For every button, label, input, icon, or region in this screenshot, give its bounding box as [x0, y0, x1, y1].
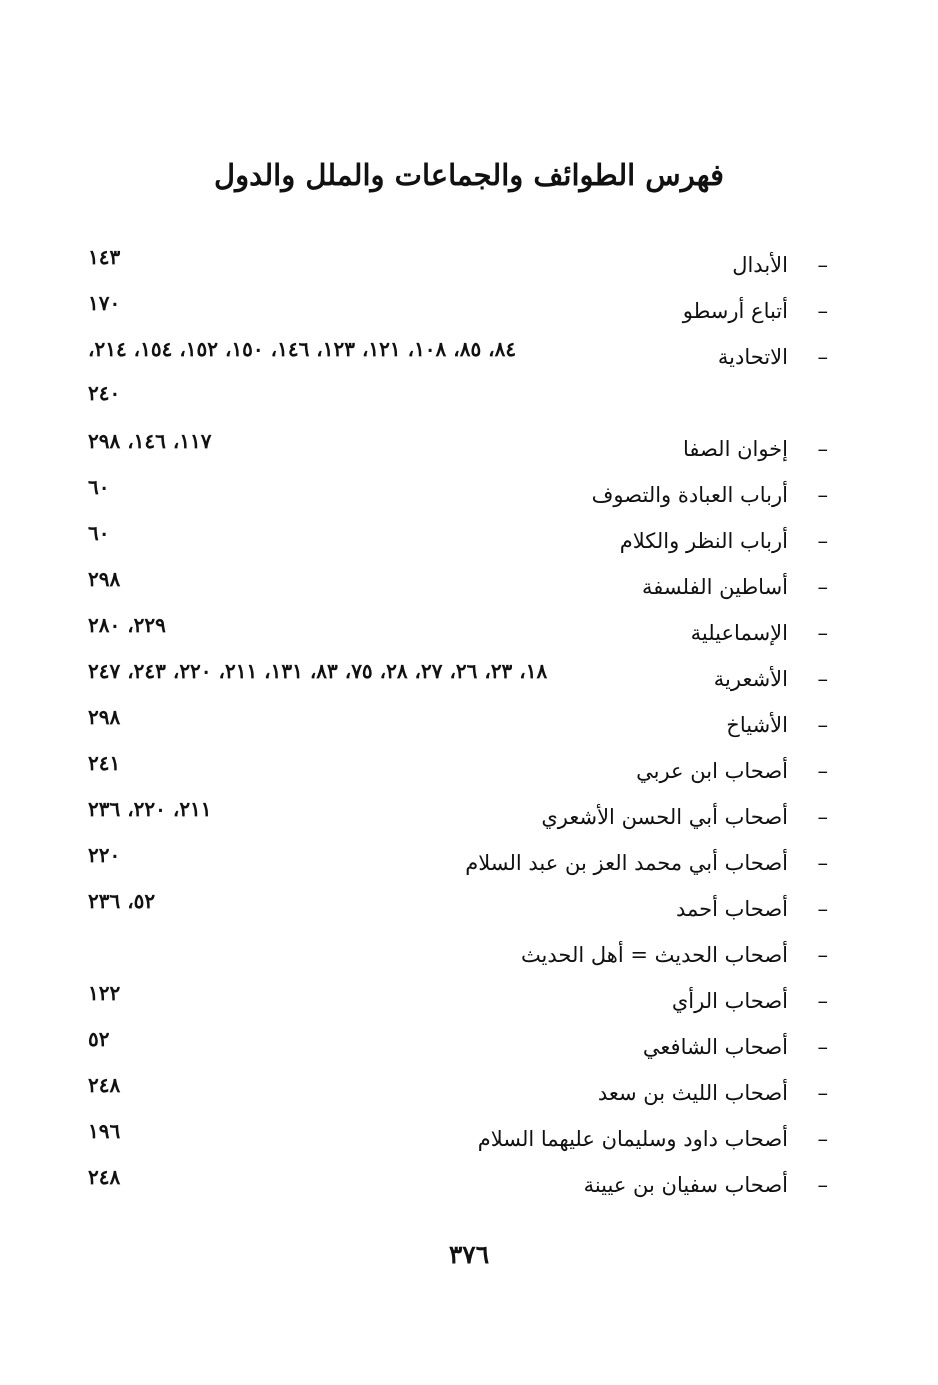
entry-dash: – — [817, 345, 828, 369]
entry-pages: ١٩٦ — [88, 1119, 121, 1143]
entry-term: أصحاب أبي محمد العز بن عبد السلام — [465, 851, 788, 875]
entry-pages: ٨٤، ٨٥، ١٠٨، ١٢١، ١٢٣، ١٤٦، ١٥٠، ١٥٢، ١٥٤، ٢١٤، — [88, 337, 517, 361]
entry-term: أصحاب أحمد — [675, 897, 788, 921]
entry-dash: – — [817, 1081, 828, 1105]
entry-term: أصحاب داود وسليمان عليهما السلام — [477, 1127, 788, 1151]
entry-dash: – — [817, 989, 828, 1013]
entry-dash: – — [817, 483, 828, 507]
entry-pages: ٢٤١ — [88, 751, 121, 775]
entry-term: أتباع أرسطو — [682, 299, 788, 323]
entry-term: أرباب النظر والكلام — [619, 529, 788, 553]
entry-term: أصحاب الحديث = أهل الحديث — [520, 943, 788, 967]
entry-dash: – — [817, 667, 828, 691]
entry-pages: ٢٢٩، ٢٨٠ — [88, 613, 166, 637]
entry-pages: ٦٠ — [88, 475, 110, 499]
entry-pages: ٢٩٨ — [88, 705, 121, 729]
entry-term: أصحاب الرأي — [671, 989, 788, 1013]
entry-dash: – — [817, 1127, 828, 1151]
entry-pages: ١٢٢ — [88, 981, 121, 1005]
entry-dash: – — [817, 805, 828, 829]
entry-pages: ١١٧، ١٤٦، ٢٩٨ — [88, 429, 212, 453]
entry-pages: ٢٩٨ — [88, 567, 121, 591]
entry-pages: ٢١١، ٢٢٠، ٢٣٦ — [88, 797, 212, 821]
entry-dash: – — [817, 621, 828, 645]
entry-dash: – — [817, 897, 828, 921]
entry-dash: – — [817, 253, 828, 277]
page-title: فهرس الطوائف والجماعات والملل والدول — [214, 158, 724, 192]
entry-term: أصحاب ابن عربي — [636, 759, 788, 783]
entry-dash: – — [817, 299, 828, 323]
entry-dash: – — [817, 1173, 828, 1197]
entry-pages: ٥٢ — [88, 1027, 110, 1051]
entry-pages: ١٨، ٢٣، ٢٦، ٢٧، ٢٨، ٧٥، ٨٣، ١٣١، ٢١١، ٢٢٠، ٢٤٣، ٢٤٧ — [88, 659, 548, 683]
entry-term: الأشياخ — [726, 713, 788, 737]
entry-dash: – — [817, 851, 828, 875]
entry-dash: – — [817, 1035, 828, 1059]
entry-pages: ٥٢، ٢٣٦ — [88, 889, 156, 913]
entry-term: أساطين الفلسفة — [642, 575, 788, 599]
entry-term: الاتحادية — [717, 345, 788, 369]
entry-dash: – — [817, 575, 828, 599]
entry-term: الأبدال — [732, 253, 788, 277]
entry-dash: – — [817, 943, 828, 967]
entry-dash: – — [817, 437, 828, 461]
entry-term: أصحاب الليث بن سعد — [597, 1081, 788, 1105]
entry-term: أصحاب أبي الحسن الأشعري — [541, 805, 788, 829]
entry-pages: ١٧٠ — [88, 291, 121, 315]
page-number: ٣٧٦ — [448, 1240, 490, 1269]
entry-term: أرباب العبادة والتصوف — [591, 483, 788, 507]
entry-dash: – — [817, 713, 828, 737]
entry-term: أصحاب سفيان بن عيينة — [583, 1173, 788, 1197]
entry-term: الأشعرية — [713, 667, 788, 691]
entry-term: الإسماعيلية — [690, 621, 788, 645]
entry-pages: ٢٢٠ — [88, 843, 121, 867]
entry-pages: ٢٤٨ — [88, 1165, 121, 1189]
entry-term: إخوان الصفا — [682, 437, 788, 461]
entry-pages: ٢٤٨ — [88, 1073, 121, 1097]
entry-pages-continued: ٢٤٠ — [88, 381, 121, 405]
entry-term: أصحاب الشافعي — [642, 1035, 788, 1059]
entry-dash: – — [817, 529, 828, 553]
entry-pages: ١٤٣ — [88, 245, 121, 269]
entry-pages: ٦٠ — [88, 521, 110, 545]
entry-dash: – — [817, 759, 828, 783]
